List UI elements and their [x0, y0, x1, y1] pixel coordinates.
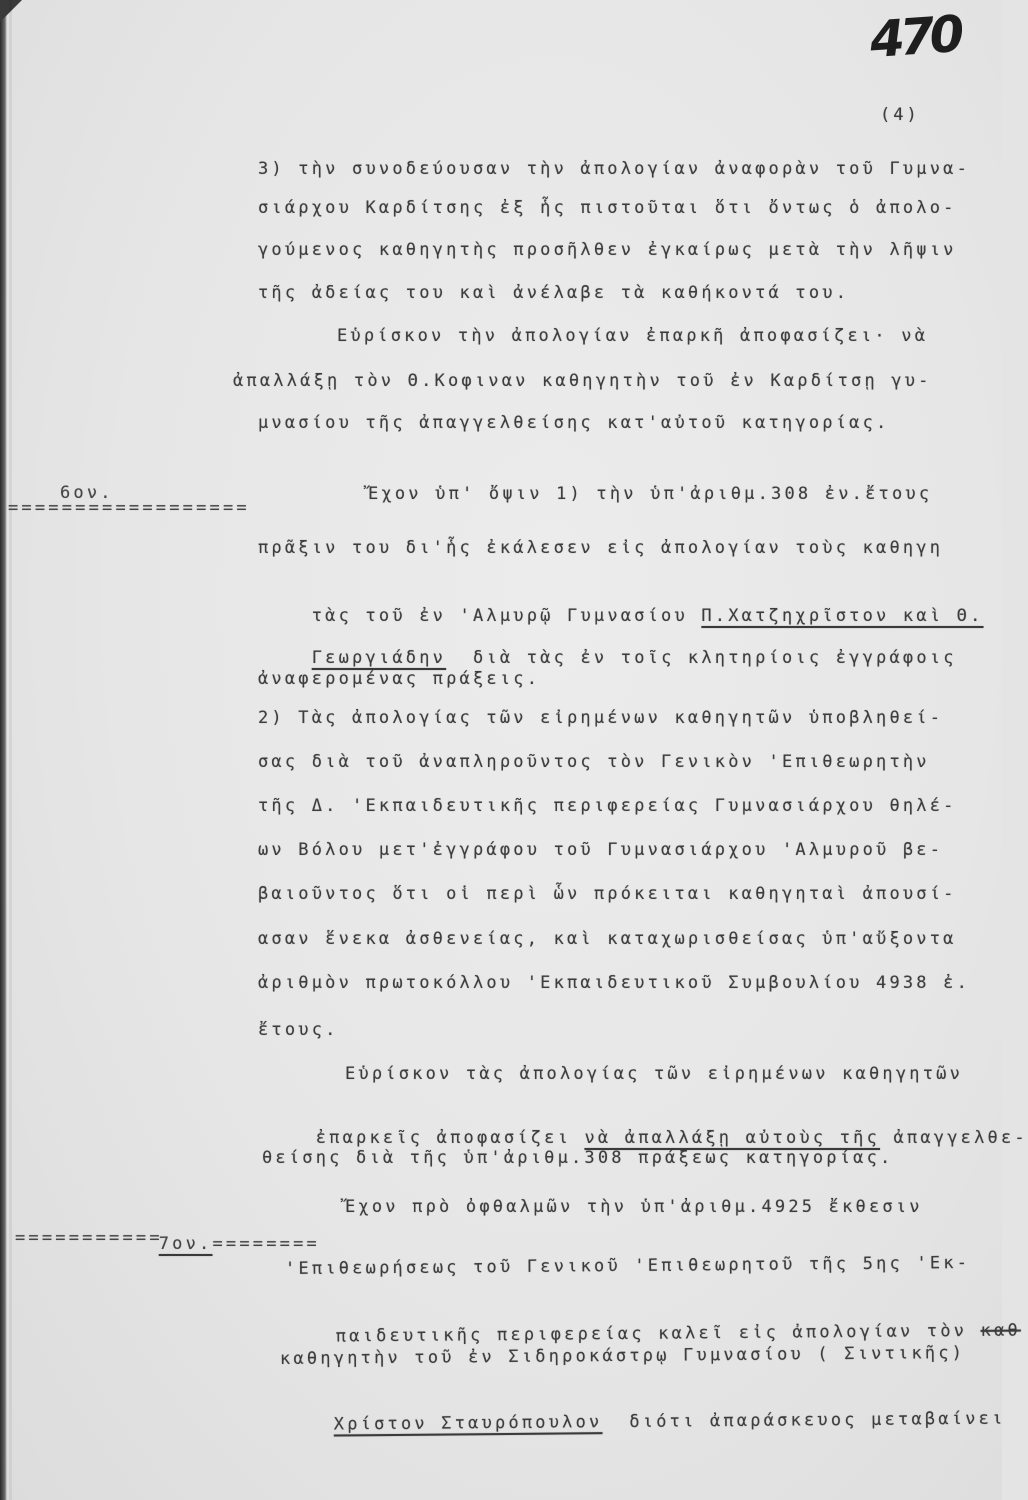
text-segment: ἐπαρκεῖς ἀποφασίζει	[315, 1128, 585, 1148]
text-segment: παιδευτικῆς περιφερείας καλεῖ εἰς ἀπολογίαν τὸν	[335, 1320, 981, 1347]
underlined-names: Π.Χατζηχρῖστον καὶ Θ.	[701, 606, 984, 626]
section-label-7-text: 7ον.	[158, 1234, 213, 1254]
scan-left-edge	[0, 0, 7, 1500]
text-line: 'Επιθεωρήσεως τοῦ Γενικοῦ 'Επιθεωρητοῦ τῆς 5ης 'Εκ-	[284, 1253, 971, 1279]
text-line: μνασίου τῆς ἀπαγγελθείσης κατ'αὐτοῦ κατηγορίας.	[258, 413, 890, 433]
text-line: Ἔχον πρὸ ὀφθαλμῶν τὴν ὑπ'ἀριθμ.4925 ἔκθεσιν	[345, 1197, 923, 1217]
text-line: ἔτους.	[258, 1020, 339, 1040]
text-line	[280, 1386, 1006, 1458]
text-line: ἀριθμὸν πρωτοκόλλου 'Εκπαιδευτικοῦ Συμβουλίου 4938 ἐ.	[258, 973, 971, 993]
section-label-6: 6ον.	[60, 483, 114, 503]
text-line: 3) τὴν συνοδεύουσαν τὴν ἀπολογίαν ἀναφορὰν τοῦ Γυμνα-	[258, 159, 971, 179]
scan-band	[9, 0, 12, 1500]
text-line: τῆς Δ. 'Εκπαιδευτικῆς περιφερείας Γυμνασιάρχου θηλέ-	[258, 796, 957, 816]
text-segment: τὰς τοῦ ἐν 'Αλμυρῷ Γυμνασίου	[311, 606, 702, 626]
text-line: ων Βόλου μετ'ἐγγράφου τοῦ Γυμνασιάρχου 'Αλμυροῦ βε-	[258, 840, 944, 860]
text-segment: ἀπαγγελθε-	[880, 1128, 1028, 1148]
section-rule-7: ===========	[15, 1228, 163, 1248]
text-line: ἀναφερομένας πράξεις.	[258, 669, 541, 689]
text-line: ἀπαλλάξῃ τὸν Θ.Κοφιναν καθηγητὴν τοῦ ἐν Καρδίτσῃ γυ-	[233, 371, 932, 391]
handwritten-folio-number: 470	[868, 4, 962, 70]
page-number: (4)	[880, 105, 920, 125]
text-line: πρᾶξιν του δι'ἧς ἐκάλεσεν εἰς ἀπολογίαν τοὺς καθηγη	[258, 538, 944, 558]
text-line: σιάρχου Καρδίτσης ἐξ ἧς πιστοῦται ὅτι ὄντως ὁ ἀπολο-	[258, 198, 957, 218]
text-line: Ἔχον ὑπ' ὄψιν 1) τὴν ὑπ'ἀριθμ.308 ἐν.ἔτους	[368, 484, 933, 504]
text-line: βαιοῦντος ὅτι οἱ περὶ ὧν πρόκειται καθηγηταὶ ἀπουσί-	[258, 884, 957, 904]
underlined-phrase: νὰ ἀπαλλάξῃ αὐτοὺς τῆς	[584, 1128, 881, 1148]
text-line: Εὑρίσκον τὴν ἀπολογίαν ἐπαρκῆ ἀποφασίζει· νὰ	[337, 326, 929, 346]
text-segment: διὰ τὰς ἐν τοῖς κλητηρίοις ἐγγράφοις	[446, 648, 957, 668]
text-line: καθηγητὴν τοῦ ἐν Σιδηροκάστρῳ Γυμνασίου ( Σιντικῆς)	[279, 1343, 966, 1369]
underlined-name: Γεωργιάδην	[311, 648, 447, 668]
underlined-name: Χρίστον Σταυρόπουλον	[333, 1412, 603, 1435]
text-line: θείσης διὰ τῆς ὑπ'ἀριθμ.308 πράξεως κατηγορίας.	[262, 1148, 894, 1168]
text-line: σας διὰ τοῦ ἀναπληροῦντος τὸν Γενικὸν 'Επιθεωρητὴν	[258, 752, 930, 772]
struck-text: καθ	[980, 1320, 1021, 1341]
text-line: Εὑρίσκον τὰς ἀπολογίας τῶν εἰρημένων καθηγητῶν	[345, 1064, 964, 1084]
text-line: 2) Τὰς ἀπολογίας τῶν εἰρημένων καθηγητῶν ὑποβληθεί-	[258, 708, 944, 728]
text-segment: διότι ἀπαράσκευος μεταβαίνει	[602, 1408, 1006, 1433]
text-line: τῆς ἀδείας του καὶ ἀνέλαβε τὰ καθήκοντά του.	[258, 283, 850, 303]
text-line: ασαν ἕνεκα ἀσθενείας, καὶ καταχωρισθείσας ὑπ'αὔξοντα	[258, 929, 957, 949]
section-rule-7-inline: ========	[212, 1234, 320, 1254]
section-rule-6: ==================	[8, 498, 250, 518]
text-line: γούμενος καθηγητὴς προσῆλθεν ἐγκαίρως μετὰ τὴν λῆψιν	[258, 240, 957, 260]
